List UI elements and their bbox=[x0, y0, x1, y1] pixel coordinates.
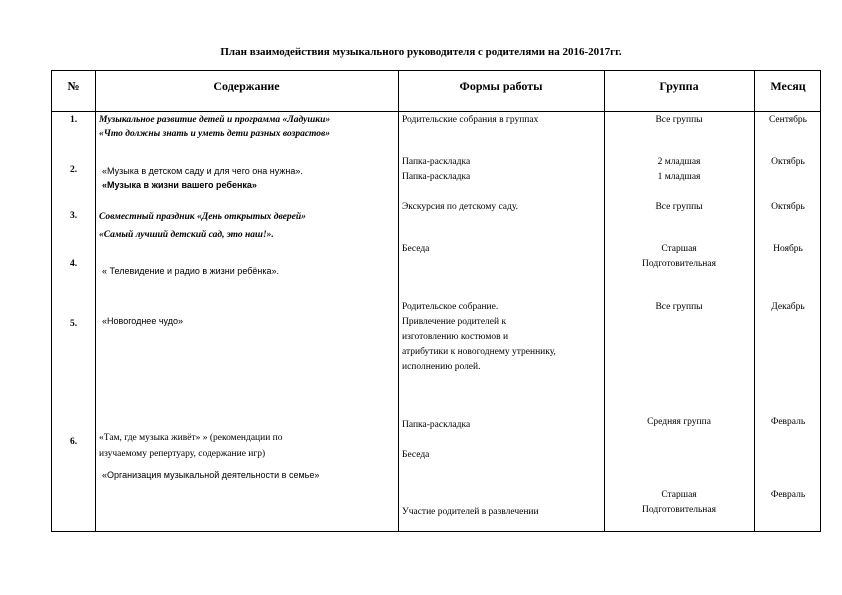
row-5-group-1: Все группы bbox=[655, 302, 703, 312]
header-divider bbox=[52, 111, 820, 112]
row-5-form-4: атрибутики к новогоднему утреннику, bbox=[402, 347, 556, 357]
row-3-content-2: «Самый лучший детский сад, это наш!». bbox=[99, 230, 274, 240]
row-4-form-1: Беседа bbox=[402, 244, 430, 254]
row-2-month-1: Октябрь bbox=[771, 157, 805, 167]
header-num: № bbox=[67, 79, 80, 93]
row-5-month-1: Декабрь bbox=[771, 302, 805, 312]
row-1-month-1: Сентябрь bbox=[768, 115, 808, 125]
row-1-content-2: «Что должны знать и уметь дети разных возрастов» bbox=[99, 129, 331, 139]
row-3-month-1: Октябрь bbox=[771, 202, 805, 212]
header-month: Месяц bbox=[770, 79, 806, 93]
row-1-group-1: Все группы bbox=[655, 115, 703, 125]
row-3-content-1: Совместный праздник «День открытых дверей» bbox=[99, 212, 306, 222]
row-3-form-1: Экскурсия по детскому саду. bbox=[402, 202, 519, 212]
row-2-content-2: «Музыка в жизни вашего ребенка» bbox=[102, 180, 257, 190]
row-6-group-2: Старшая bbox=[661, 490, 697, 500]
row-4-month-1: Ноябрь bbox=[773, 244, 803, 254]
row-4-group-1: Старшая bbox=[661, 244, 697, 254]
row-5-form-5: исполнению ролей. bbox=[402, 362, 481, 372]
page-title: План взаимодействия музыкального руководителя с родителями на 2016-2017гг. bbox=[220, 46, 622, 58]
row-4-group-2: Подготовительная bbox=[642, 259, 716, 269]
row-4-num: 4. bbox=[69, 259, 78, 269]
row-1-form-1: Родительские собрания в группах bbox=[402, 115, 539, 125]
row-3-num: 3. bbox=[69, 211, 78, 221]
row-6-group-1: Средняя группа bbox=[647, 417, 711, 427]
row-5-num: 5. bbox=[69, 319, 78, 329]
column-divider bbox=[398, 71, 399, 531]
row-6-group-3: Подготовительная bbox=[642, 505, 716, 515]
row-6-form-2: Беседа bbox=[402, 450, 430, 460]
row-6-num: 6. bbox=[69, 437, 78, 447]
row-6-month-2: Февраль bbox=[770, 490, 806, 500]
row-5-form-2: Привлечение родителей к bbox=[402, 317, 507, 327]
row-5-form-3: изготовлению костюмов и bbox=[402, 332, 509, 342]
row-6-content-2: изучаемому репертуару, содержание игр) bbox=[99, 449, 266, 459]
row-6-content-1: «Там, где музыка живёт» » (рекомендации по bbox=[99, 433, 283, 443]
row-3-group-1: Все группы bbox=[655, 202, 703, 212]
row-2-content-1: «Музыка в детском саду и для чего она нужна». bbox=[102, 166, 303, 176]
header-forms: Формы работы bbox=[459, 79, 543, 93]
row-2-group-1: 2 младшая bbox=[657, 157, 701, 167]
row-6-form-3: Участие родителей в развлечении bbox=[402, 507, 539, 517]
plan-table bbox=[51, 70, 821, 532]
row-2-form-1: Папка-раскладка bbox=[402, 157, 471, 167]
column-divider bbox=[95, 71, 96, 531]
row-2-form-2: Папка-раскладка bbox=[402, 172, 471, 182]
row-4-content-1: « Телевидение и радио в жизни ребёнка». bbox=[102, 266, 279, 276]
row-5-content-1: «Новогоднее чудо» bbox=[102, 316, 183, 326]
header-content: Содержание bbox=[213, 79, 280, 93]
row-1-content-1: Музыкальное развитие детей и программа «Ладушки» bbox=[99, 115, 331, 125]
row-6-content-3: «Организация музыкальной деятельности в семье» bbox=[102, 470, 320, 480]
row-6-month-1: Февраль bbox=[770, 417, 806, 427]
row-2-group-2: 1 младшая bbox=[657, 172, 701, 182]
header-group: Группа bbox=[659, 79, 699, 93]
row-5-form-1: Родительское собрание. bbox=[402, 302, 499, 312]
row-6-form-1: Папка-раскладка bbox=[402, 420, 471, 430]
row-1-num: 1. bbox=[69, 115, 78, 125]
row-2-num: 2. bbox=[69, 165, 78, 175]
